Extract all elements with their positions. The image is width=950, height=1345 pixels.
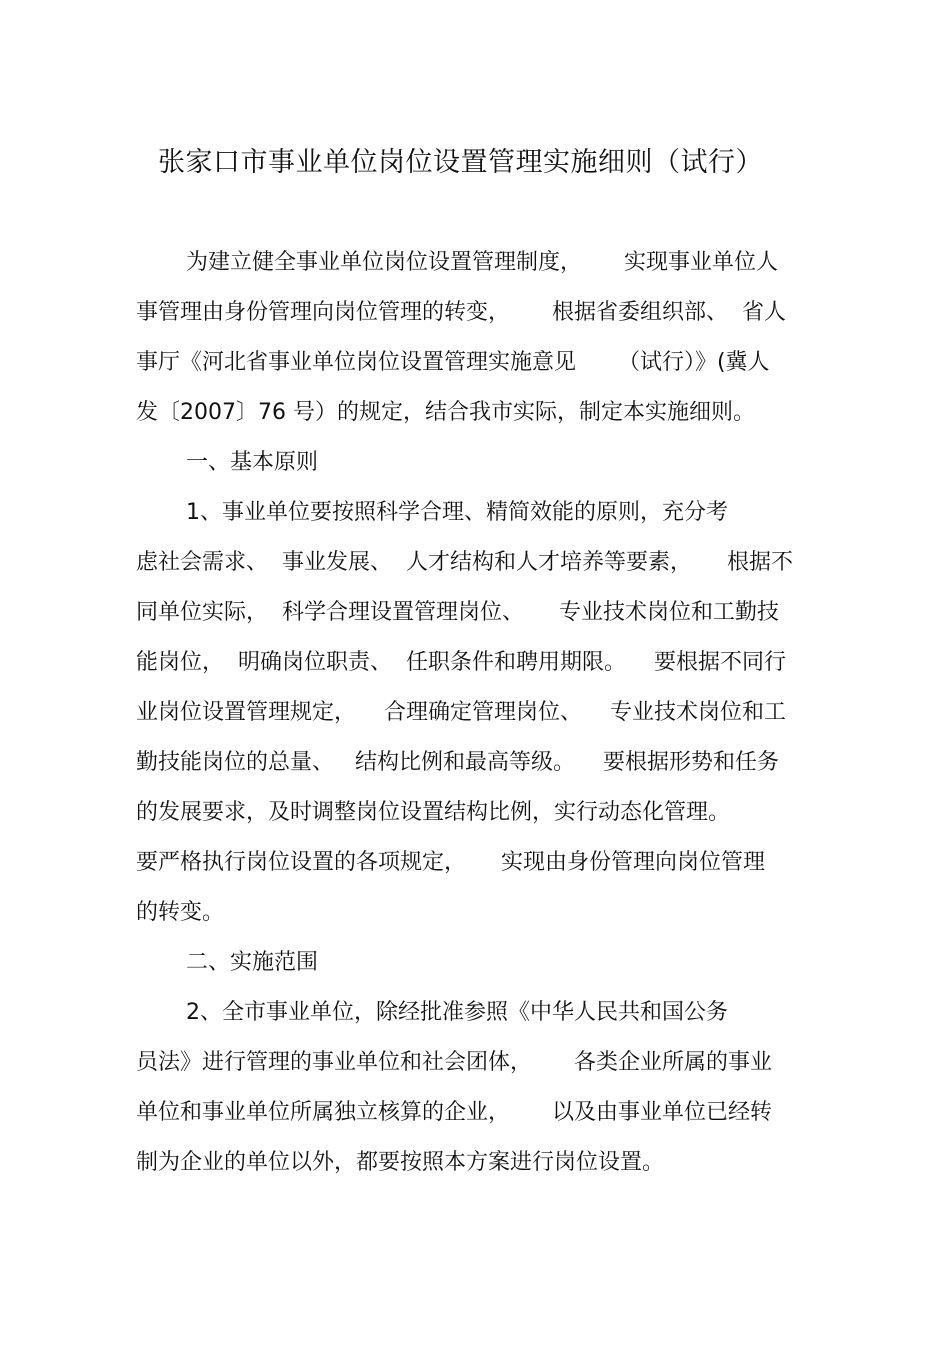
paragraph-line: 为建立健全事业单位岗位设置管理制度， 实现事业单位人 — [186, 250, 778, 275]
paragraph-line: 要严格执行岗位设置的各项规定， 实现由身份管理向岗位管理 — [136, 850, 765, 875]
paragraph-line: 2、全市事业单位，除经批准参照《中华人民共和国公务 — [186, 1000, 728, 1025]
paragraph-line: 能岗位， 明确岗位职责、 任职条件和聘用期限。 要根据不同行 — [136, 650, 786, 675]
paragraph-line: 同单位实际， 科学合理设置管理岗位、 专业技术岗位和工勤技 — [136, 600, 779, 625]
paragraph-line: 勤技能岗位的总量、 结构比例和最高等级。 要根据形势和任务 — [136, 750, 779, 775]
section-heading: 二、实施范围 — [186, 950, 319, 975]
paragraph-line: 的转变。 — [136, 900, 225, 925]
paragraph-line: 1、事业单位要按照科学合理、精简效能的原则，充分考 — [186, 500, 728, 525]
paragraph-line: 员法》进行管理的事业单位和社会团体， 各类企业所属的事业 — [136, 1050, 772, 1075]
paragraph-line: 制为企业的单位以外，都要按照本方案进行岗位设置。 — [136, 1150, 665, 1175]
paragraph-line: 的发展要求，及时调整岗位设置结构比例，实行动态化管理。 — [136, 800, 731, 825]
section-heading: 一、基本原则 — [186, 450, 319, 475]
paragraph-line: 事厅《河北省事业单位岗位设置管理实施意见 （试行）》(冀人 — [136, 350, 770, 375]
paragraph-line: 事管理由身份管理向岗位管理的转变， 根据省委组织部、 省人 — [136, 300, 786, 325]
paragraph-line: 发〔2007〕76 号）的规定，结合我市实际，制定本实施细则。 — [136, 400, 755, 425]
paragraph-line: 单位和事业单位所属独立核算的企业， 以及由事业单位已经转 — [136, 1100, 772, 1125]
paragraph-line: 虑社会需求、 事业发展、 人才结构和人才培养等要素， 根据不 — [136, 550, 793, 575]
paragraph-line: 业岗位设置管理规定， 合理确定管理岗位、 专业技术岗位和工 — [136, 700, 786, 725]
document-title: 张家口市事业单位岗位设置管理实施细则（试行） — [158, 147, 763, 178]
